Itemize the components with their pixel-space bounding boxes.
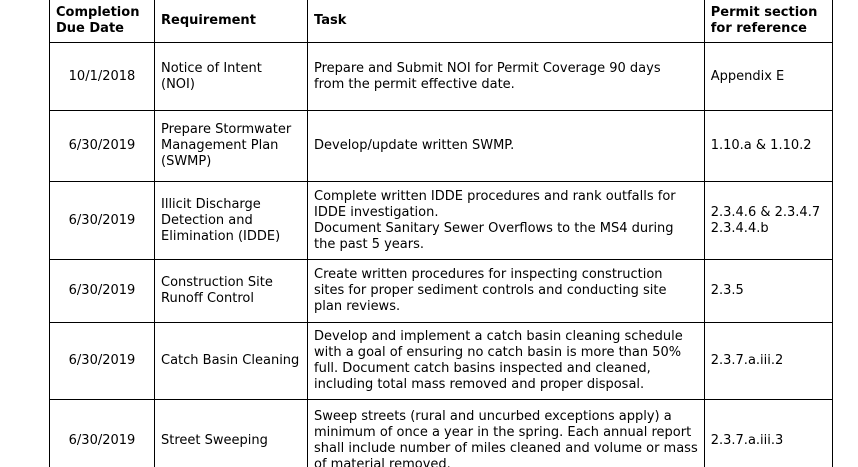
- permit-reference-cell: 2.3.5: [704, 260, 832, 323]
- permit-reference-cell: 2.3.7.a.iii.3: [704, 400, 832, 467]
- task-cell: Develop and implement a catch basin cleaning schedule with a goal of ensuring no catch basin is more than 50% full. Document catch basins inspected and cleaned, including total mass removed and proper disposal.: [308, 323, 705, 400]
- task-cell: Complete written IDDE procedures and rank outfalls for IDDE investigation. Document Sanitary Sewer Overflows to the MS4 during the past 5 years.: [308, 182, 705, 260]
- due-date-cell: 6/30/2019: [50, 111, 155, 182]
- requirement-cell: Notice of Intent (NOI): [155, 43, 308, 111]
- task-cell: Sweep streets (rural and uncurbed exceptions apply) a minimum of once a year in the spring. Each annual report shall include number of miles cleaned and volume or mass of material removed.: [308, 400, 705, 467]
- requirement-cell: Prepare Stormwater Management Plan (SWMP): [155, 111, 308, 182]
- permit-reference-cell: 2.3.4.6 & 2.3.4.7 2.3.4.4.b: [704, 182, 832, 260]
- permit-reference-cell: 1.10.a & 1.10.2: [704, 111, 832, 182]
- due-date-cell: 6/30/2019: [50, 182, 155, 260]
- requirement-cell: Illicit Discharge Detection and Elimination (IDDE): [155, 182, 308, 260]
- requirement-cell: Street Sweeping: [155, 400, 308, 467]
- table-row: [50, 260, 833, 323]
- header-row: [50, 0, 833, 43]
- table-row: [50, 400, 833, 467]
- due-date-cell: 6/30/2019: [50, 323, 155, 400]
- table-row: [50, 43, 833, 111]
- header-task: Task: [308, 0, 705, 43]
- requirement-cell: Catch Basin Cleaning: [155, 323, 308, 400]
- header-reference-line: for reference: [710, 20, 807, 36]
- task-cell: Prepare and Submit NOI for Permit Coverage 90 days from the permit effective date.: [308, 43, 705, 111]
- table-row: [50, 111, 833, 182]
- header-permit-section: [704, 0, 832, 43]
- due-date-cell: 10/1/2018: [50, 43, 155, 111]
- due-date-cell: 6/30/2019: [50, 260, 155, 323]
- permit-reference-cell: Appendix E: [704, 43, 832, 111]
- due-date-cell: 6/30/2019: [50, 400, 155, 467]
- header-completion-due-date: [50, 0, 155, 43]
- table-row: [50, 323, 833, 400]
- header-date-line: Completion: [56, 4, 140, 20]
- header-requirement: Requirement: [155, 0, 308, 43]
- task-cell: Create written procedures for inspecting construction sites for proper sediment controls and conducting site plan reviews.: [308, 260, 705, 323]
- table-row: [50, 182, 833, 260]
- header-date-line: Due Date: [56, 20, 124, 36]
- permit-reference-cell: 2.3.7.a.iii.2: [704, 323, 832, 400]
- task-cell: Develop/update written SWMP.: [308, 111, 705, 182]
- requirement-cell: Construction Site Runoff Control: [155, 260, 308, 323]
- header-reference-line: Permit section: [710, 4, 818, 20]
- compliance-schedule-table: [49, 0, 833, 467]
